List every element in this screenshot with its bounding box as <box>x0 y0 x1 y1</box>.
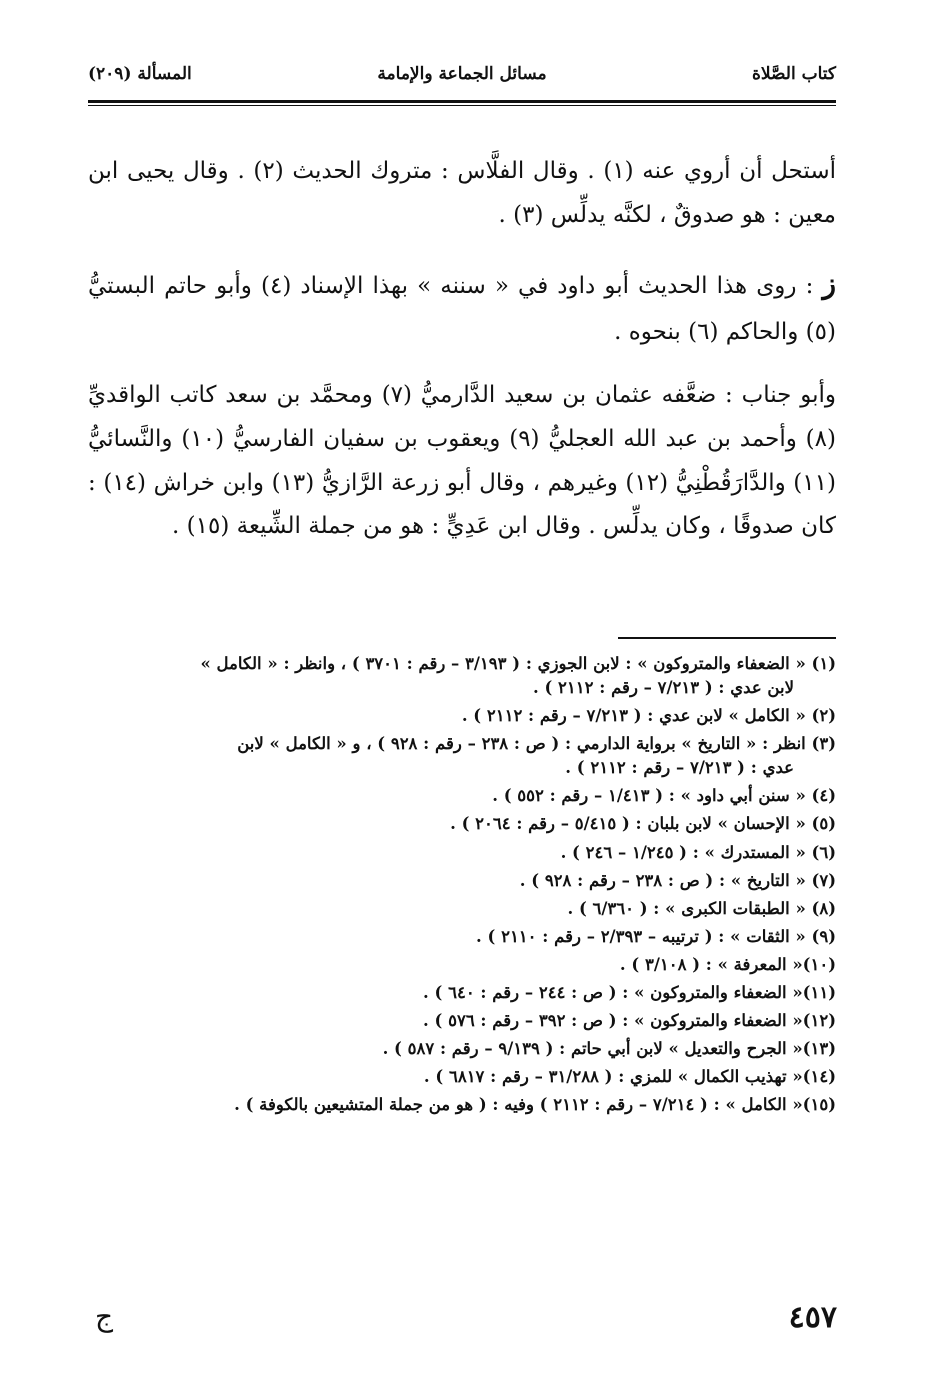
footnote-12 <box>88 1009 836 1033</box>
footnote-1 <box>88 652 836 700</box>
footnotes <box>88 652 836 1121</box>
footnote-continuation: عدي : ( ٧/٢١٣ – رقم : ٢١١٢ ) . <box>565 758 794 778</box>
footnote-text: (٣) انظر : « التاريخ » برواية الدارمي : ( ص : ٢٣٨ – رقم : ٩٢٨ ) ، و « الكامل » لابن <box>237 734 836 754</box>
footnote-text: (٦) « المستدرك » : ( ١/٢٤٥ – ٢٤٦ ) . <box>560 842 836 862</box>
footnote-5 <box>88 812 836 836</box>
footnote-separator <box>618 637 836 639</box>
footnote-text: (٨) « الطبقات الكبرى » : ( ٦/٣٦٠ ) . <box>567 898 836 918</box>
footnote-continuation: لابن عدي : ( ٧/٢١٣ – رقم : ٢١١٢ ) . <box>533 678 794 698</box>
footnote-text: (١٠)« المعرفة » : ( ٣/١٠٨ ) . <box>619 954 836 974</box>
footnote-13 <box>88 1037 836 1061</box>
main-text <box>88 150 836 569</box>
footnote-9 <box>88 925 836 949</box>
footnote-text: (٩) « الثقات » : ( ترتيبه – ٢/٣٩٣ – رقم : ٢١١٠ ) . <box>476 926 836 946</box>
footnote-text: (١٣)« الجرح والتعديل » لابن أبي حاتم : ( ٩/١٣٩ – رقم : ٥٨٧ ) . <box>382 1039 836 1059</box>
paragraph-1: أستحل أن أروي عنه (١) . وقال الفلَّاس : متروك الحديث (٢) . وقال يحيى ابن معين : هو صدوقٌ ، لكنَّه يدلِّس (٣) . <box>88 158 837 228</box>
footnote-text: (١) « الضعفاء والمتروكون » : لابن الجوزي : ( ٣/١٩٣ – رقم : ٣٧٠١ ) ، وانظر : « الكامل » <box>200 654 836 673</box>
book-title: كتاب الصَّلاة <box>751 64 836 84</box>
signature-mark: ج <box>95 1300 114 1333</box>
footnote-10 <box>88 953 836 977</box>
footnote-text: (٤) « سنن أبي داود » : ( ١/٤١٣ – رقم : ٥٥٢ ) . <box>492 786 836 806</box>
section-symbol: ز <box>822 267 836 301</box>
chapter-title: مسائل الجماعة والإمامة <box>377 64 547 84</box>
footnote-4 <box>88 784 836 808</box>
footnote-15 <box>88 1093 836 1117</box>
paragraph-2-text: : روى هذا الحديث أبو داود في « سننه » بهذا الإسناد (٤) وأبو حاتم البستيُّ (٥) والحاكم (٦) بنحوه . <box>88 273 836 345</box>
footnote-text: (١٤)« تهذيب الكمال » للمزي : ( ٣١/٢٨٨ – رقم : ٦٨١٧ ) . <box>423 1067 836 1087</box>
page-number: ٤٥٧ <box>788 1300 837 1335</box>
footnote-text: (٢) « الكامل » لابن عدي : ( ٧/٢١٣ – رقم : ٢١١٢ ) . <box>461 706 836 726</box>
footnote-text: (٧) « التاريخ » : ( ص : ٢٣٨ – رقم : ٩٢٨ ) . <box>519 870 836 890</box>
paragraph-3: وأبو جناب : ضعَّفه عثمان بن سعيد الدَّارميُّ (٧) ومحمَّد بن سعد كاتب الواقديِّ (٨) وأحمد بن عبد الله العجليُّ (٩) ويعقوب بن سفيان الفارسيُّ (١٠) والنَّسائيُّ (١١) والدَّارَقُطْنِيُّ (١٢) وغيرهم ، وقال أبو زرعة الرَّازيُّ (١٣) وابن خراش (١٤) : كان صدوقًا ، وكان يدلِّس . وقال ابن عَدِيٍّ : هو من جملة الشِّيعة (١٥) . <box>88 382 837 540</box>
footnote-text: (١٢)« الضعفاء والمتروكون » : ( ص : ٣٩٢ – رقم : ٥٧٦ ) . <box>423 1011 836 1031</box>
footnote-2 <box>88 704 836 728</box>
running-header <box>88 56 836 96</box>
header-rule-thin <box>88 105 836 106</box>
footnote-6 <box>88 841 836 865</box>
footnote-text: (١١)« الضعفاء والمتروكون » : ( ص : ٢٤٤ – رقم : ٦٤٠ ) . <box>423 982 836 1002</box>
footnote-14 <box>88 1065 836 1089</box>
footnote-text: (١٥)« الكامل » : ( ٧/٢١٤ – رقم : ٢١١٢ ) وفيه : ( هو من جملة المتشيعين بالكوفة ) . <box>234 1095 836 1115</box>
issue-number: المسألة (٢٠٩) <box>88 64 192 84</box>
footnote-11 <box>88 981 836 1005</box>
footnote-text: (٥) « الإحسان » لابن بلبان : ( ٥/٤١٥ – رقم : ٢٠٦٤ ) . <box>450 814 836 834</box>
footnote-7 <box>88 869 836 893</box>
paragraph-2 <box>88 257 836 354</box>
footnote-8 <box>88 897 836 921</box>
footnote-3 <box>88 732 836 780</box>
header-rule-thick <box>88 100 836 103</box>
